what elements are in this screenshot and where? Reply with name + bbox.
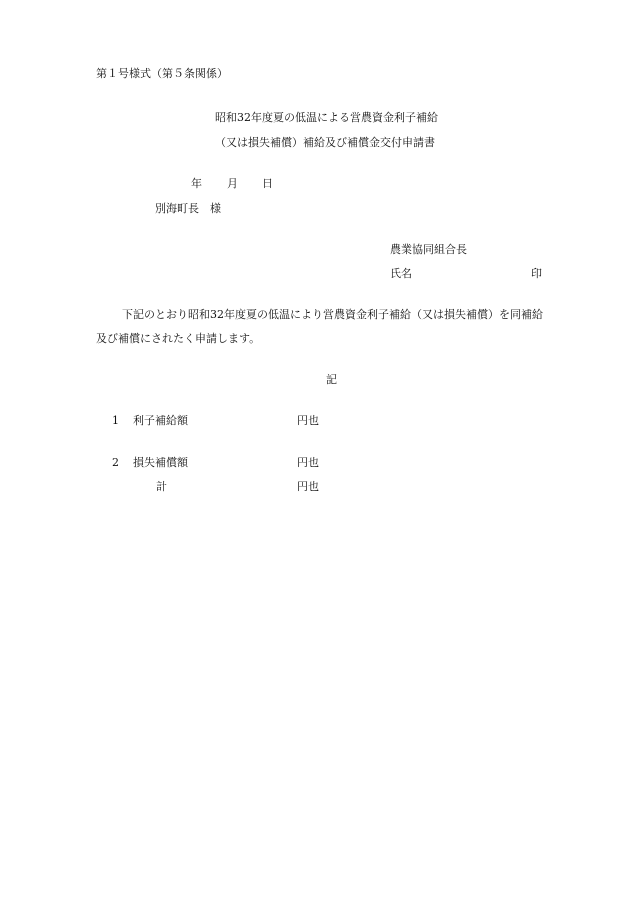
date-year-label: 年 — [191, 177, 202, 190]
item-label-interest-subsidy: 利子補給額 — [133, 414, 188, 427]
item-number: 2 — [112, 456, 119, 469]
item-number: 1 — [112, 414, 119, 427]
item-unit: 円也 — [297, 456, 319, 469]
applicant-name-label: 氏名 — [390, 267, 412, 280]
body-text-line-1: 下記のとおり昭和32年度夏の低温により営農資金利子補給（又は損失補償）を同補給 — [122, 308, 543, 321]
total-label: 計 — [156, 480, 167, 493]
seal-mark: 印 — [531, 267, 542, 280]
applicant-organization: 農業協同組合長 — [390, 243, 467, 256]
total-unit: 円也 — [297, 480, 319, 493]
addressee: 別海町長 様 — [155, 202, 221, 215]
item-unit: 円也 — [297, 414, 319, 427]
date-day-label: 日 — [262, 177, 273, 190]
date-month-label: 月 — [227, 177, 238, 190]
body-text-line-2: 及び補償にされたく申請します。 — [96, 332, 261, 345]
document-title-line-1: 昭和32年度夏の低温による営農資金利子補給 — [215, 111, 438, 124]
ki-heading: 記 — [326, 373, 337, 386]
form-number: 第１号様式（第５条関係） — [96, 67, 228, 80]
document-title-line-2: （又は損失補償）補給及び補償金交付申請書 — [215, 136, 435, 149]
item-label-loss-compensation: 損失補償額 — [133, 456, 188, 469]
